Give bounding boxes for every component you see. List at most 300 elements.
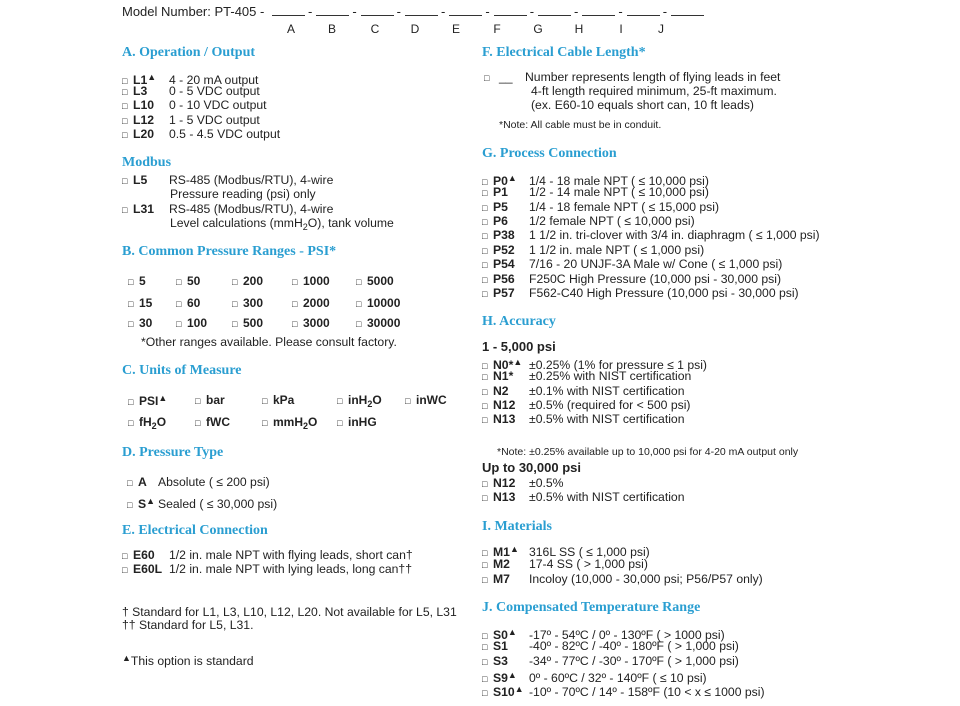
range-option (176, 296, 200, 310)
option-code (493, 654, 529, 668)
unit-option (128, 415, 166, 431)
checkbox[interactable]: □ (127, 500, 133, 510)
option-description: 0º - 60ºC / 32º - 140ºF ( ≤ 10 psi) (529, 671, 707, 685)
option-code (493, 185, 529, 199)
option-code (493, 398, 529, 412)
option-code-text: P54 (493, 257, 515, 271)
range-option (356, 296, 400, 310)
option-code (133, 84, 169, 98)
heading-process-connection: G. Process Connection (482, 146, 617, 161)
option-description: 1/2 - 14 male NPT ( ≤ 10,000 psi) (529, 185, 709, 199)
option-description: 0.5 - 4.5 VDC output (169, 127, 281, 141)
option-description: 1 1/2 in. male NPT ( ≤ 1,000 psi) (529, 243, 705, 257)
range-option (292, 296, 330, 310)
option-description: Absolute ( ≤ 200 psi) (158, 475, 270, 489)
heading-materials: I. Materials (482, 519, 552, 534)
checkbox[interactable]: □ (482, 674, 488, 684)
checkbox[interactable]: □ (195, 418, 201, 428)
unit-label: inH (348, 393, 368, 407)
option-code-text: S9 (493, 671, 508, 685)
option-row (482, 572, 763, 587)
option-description: ±0.5% (529, 476, 564, 490)
option-code-text: N2 (493, 384, 509, 398)
option-description: 1/2 in. male NPT with flying leads, short can† (169, 548, 413, 562)
option-row (482, 490, 684, 505)
option-code-text: N12 (493, 398, 516, 412)
checkbox[interactable]: □ (337, 418, 343, 428)
range-option (232, 274, 263, 288)
checkbox[interactable]: □ (482, 548, 488, 558)
range-option (128, 316, 152, 330)
standard-triangle-icon: ▲ (507, 173, 517, 183)
heading-modbus: Modbus (122, 155, 172, 170)
model-blank-h (582, 3, 615, 16)
option-code-text: P52 (493, 243, 515, 257)
option-code (493, 490, 529, 504)
standard-legend (122, 651, 254, 668)
option-row (122, 202, 333, 217)
checkbox[interactable]: □ (122, 551, 128, 561)
checkbox[interactable]: □ (482, 231, 488, 241)
option-row (482, 214, 695, 229)
option-row (482, 286, 799, 301)
checkbox[interactable]: □ (482, 361, 488, 371)
checkbox[interactable]: □ (292, 277, 298, 287)
option-code-text: N13 (493, 490, 516, 504)
option-row (482, 557, 648, 572)
option-description: RS-485 (Modbus/RTU), 4-wire (169, 202, 334, 216)
checkbox[interactable]: □ (482, 479, 488, 489)
checkbox[interactable]: □ (122, 101, 128, 111)
range-option (176, 316, 207, 330)
checkbox[interactable]: □ (482, 688, 488, 698)
option-code-text: N13 (493, 412, 516, 426)
position-letter-f: F (493, 22, 501, 36)
option-description: 7/16 - 20 UNJF-3A Male w/ Cone ( ≤ 1,000 psi) (529, 257, 783, 271)
model-blank-d (405, 3, 438, 16)
option-code (493, 639, 529, 653)
accuracy-note: *Note: ±0.25% available up to 10,000 psi for 4-20 mA output only (497, 446, 799, 458)
checkbox[interactable]: □ (356, 277, 362, 287)
range-value: 5000 (367, 274, 394, 288)
checkbox[interactable]: □ (482, 560, 488, 570)
checkbox[interactable]: □ (356, 299, 362, 309)
option-code-text: N0* (493, 358, 514, 372)
text: O), tank volume (307, 216, 394, 230)
option-description-cont (170, 216, 394, 234)
checkbox[interactable]: □ (482, 575, 488, 585)
option-code (138, 494, 158, 511)
standard-triangle-icon: ▲ (507, 670, 517, 680)
option-code-text: M2 (493, 557, 510, 571)
option-code-text: L3 (133, 84, 148, 98)
unit-option (337, 415, 377, 429)
unit-option (262, 393, 294, 407)
standard-triangle-icon: ▲ (147, 72, 157, 82)
unit-label: mmH (273, 415, 304, 429)
standard-legend-text: This option is standard (130, 654, 254, 668)
option-code (493, 557, 529, 571)
option-code-text: P5 (493, 200, 508, 214)
option-code-text: S0 (493, 628, 508, 642)
range-option (292, 316, 330, 330)
range-value: 300 (243, 296, 264, 310)
dash-separator: - (529, 4, 535, 19)
option-description: -40º - 82ºC / -40º - 180ºF ( > 1,000 psi) (529, 639, 739, 653)
model-number-line (122, 3, 704, 19)
checkbox[interactable]: □ (176, 319, 182, 329)
model-blank-j (671, 3, 704, 16)
checkbox[interactable]: □ (195, 396, 201, 406)
option-description: F250C High Pressure (10,000 psi - 30,000 psi) (529, 272, 782, 286)
option-row (482, 272, 781, 287)
option-code-text: S3 (493, 654, 508, 668)
option-row (122, 562, 412, 577)
range-value: 15 (139, 296, 153, 310)
heading-cable-length: F. Electrical Cable Length* (482, 45, 646, 60)
option-description: ±0.5% with NIST certification (529, 490, 685, 504)
option-row (482, 243, 704, 258)
position-letter-b: B (327, 22, 336, 36)
heading-accuracy: H. Accuracy (482, 314, 556, 329)
option-code-text: S (138, 497, 147, 511)
option-description-cont: Pressure reading (psi) only (170, 187, 316, 201)
option-code (133, 548, 169, 562)
range-value: 200 (243, 274, 264, 288)
option-code-text: A (138, 475, 147, 489)
position-letter-g: G (533, 22, 543, 36)
subscript: 2 (303, 421, 309, 431)
checkbox[interactable]: □ (128, 299, 134, 309)
unit-option (195, 415, 230, 429)
cable-length-blank: __ (499, 70, 513, 84)
checkbox[interactable]: □ (128, 277, 134, 287)
option-code (493, 228, 529, 242)
option-code (493, 412, 529, 426)
position-letter-j: J (658, 22, 664, 36)
option-code-text: P6 (493, 214, 508, 228)
range-option (232, 316, 263, 330)
option-description: 1 1/2 in. tri-clover with 3/4 in. diaphragm ( ≤ 1,000 psi) (529, 228, 820, 242)
range-value: 50 (187, 274, 201, 288)
checkbox[interactable]: □ (292, 299, 298, 309)
heading-temperature-range: J. Compensated Temperature Range (482, 600, 701, 615)
checkbox[interactable]: □ (122, 205, 128, 215)
checkbox[interactable]: □ (482, 260, 488, 270)
checkbox[interactable]: □ (482, 631, 488, 641)
option-description: 1 - 5 VDC output (169, 113, 260, 127)
heading-electrical-connection: E. Electrical Connection (122, 523, 268, 538)
checkbox[interactable]: □ (482, 289, 488, 299)
option-row (122, 98, 267, 113)
unit-label-tail: O (156, 415, 167, 429)
cable-length-option (484, 70, 780, 85)
option-code (493, 257, 529, 271)
model-number-label: Model Number: PT-405 - (122, 4, 265, 19)
option-row (122, 84, 260, 99)
range-value: 100 (187, 316, 208, 330)
standard-triangle-icon: ▲ (514, 684, 524, 694)
checkbox[interactable]: □ (176, 299, 182, 309)
unit-option (195, 393, 225, 407)
option-code (493, 272, 529, 286)
position-letter-c: C (370, 22, 380, 36)
ranges-note: *Other ranges available. Please consult factory. (141, 335, 397, 349)
checkbox[interactable]: □ (484, 73, 490, 83)
option-row (482, 639, 739, 654)
option-code-text: P0 (493, 174, 508, 188)
option-description: ±0.5% (required for < 500 psi) (529, 398, 691, 412)
dash-separator: - (618, 4, 623, 19)
option-code (133, 98, 169, 112)
option-code-text: L5 (133, 173, 148, 187)
standard-triangle-icon: ▲ (507, 627, 517, 637)
option-description: ±0.1% with NIST certification (529, 384, 685, 398)
unit-option (337, 393, 382, 409)
unit-label: kPa (273, 393, 295, 407)
option-description: RS-485 (Modbus/RTU), 4-wire (169, 173, 334, 187)
option-code (493, 200, 529, 214)
checkbox[interactable]: □ (122, 565, 128, 575)
option-description: 1/2 in. male NPT with lying leads, long can†† (169, 562, 412, 576)
option-code (493, 572, 529, 586)
checkbox[interactable]: □ (262, 396, 268, 406)
checkbox[interactable]: □ (292, 319, 298, 329)
unit-label-tail: O (372, 393, 382, 407)
checkbox[interactable]: □ (337, 396, 343, 406)
option-description: -10º - 70ºC / 14º - 158ºF (10 < x ≤ 1000 psi) (529, 685, 765, 699)
range-option (176, 274, 200, 288)
cable-conduit-note: *Note: All cable must be in conduit. (499, 119, 662, 131)
position-letter-e: E (451, 22, 460, 36)
range-value: 3000 (303, 316, 330, 330)
checkbox[interactable]: □ (232, 277, 238, 287)
option-description: ±0.5% with NIST certification (529, 412, 685, 426)
option-description: 316L SS ( ≤ 1,000 psi) (529, 545, 650, 559)
checkbox[interactable]: □ (122, 87, 128, 97)
option-description: Incoloy (10,000 - 30,000 psi; P56/P57 only) (529, 572, 763, 586)
option-code (493, 682, 529, 699)
option-code-text: N12 (493, 476, 516, 490)
dash-separator: - (307, 4, 313, 19)
cable-length-example: (ex. E60-10 equals short can, 10 ft leads) (531, 98, 754, 112)
checkbox[interactable]: □ (482, 415, 488, 425)
unit-label: bar (206, 393, 225, 407)
option-description: 1/2 female NPT ( ≤ 10,000 psi) (529, 214, 695, 228)
option-description: ±0.25% with NIST certification (529, 369, 692, 383)
checkbox[interactable]: □ (122, 76, 128, 86)
standard-triangle-icon: ▲ (513, 357, 523, 367)
option-row (122, 113, 260, 128)
option-row (482, 228, 820, 243)
heading-pressure-ranges: B. Common Pressure Ranges - PSI* (122, 244, 337, 259)
checkbox[interactable]: □ (128, 418, 134, 428)
option-row (482, 682, 765, 700)
checkbox[interactable]: □ (482, 401, 488, 411)
option-code (493, 369, 529, 383)
option-code-text: S1 (493, 639, 508, 653)
unit-label: fH (139, 415, 152, 429)
option-code (133, 562, 169, 576)
option-code-text: L20 (133, 127, 155, 141)
position-letter-d: D (410, 22, 420, 36)
standard-triangle-icon: ▲ (509, 544, 519, 554)
option-row (482, 200, 719, 215)
standard-triangle-icon: ▲ (146, 496, 156, 506)
option-code-text: E60L (133, 562, 163, 576)
option-code-text: M7 (493, 572, 510, 586)
option-code (493, 286, 529, 300)
checkbox[interactable]: □ (482, 657, 488, 667)
range-value: 30000 (367, 316, 401, 330)
model-blank-e (449, 3, 482, 16)
option-row (482, 257, 782, 272)
option-description: 0 - 5 VDC output (169, 84, 260, 98)
checkbox[interactable]: □ (128, 397, 134, 407)
option-code-text: M1 (493, 545, 510, 559)
checkbox[interactable]: □ (122, 116, 128, 126)
range-value: 60 (187, 296, 201, 310)
option-row (122, 548, 413, 563)
option-code (493, 214, 529, 228)
unit-label: PSI (139, 394, 159, 408)
checkbox[interactable]: □ (482, 203, 488, 213)
checkbox[interactable]: □ (232, 299, 238, 309)
option-description: -17º - 54ºC / 0º - 130ºF ( > 1000 psi) (529, 628, 725, 642)
model-blank-i (627, 3, 660, 16)
option-code-text: P38 (493, 228, 515, 242)
subscript: 2 (302, 222, 308, 232)
option-code-text: E60 (133, 548, 155, 562)
accuracy-range-high: Up to 30,000 psi (482, 460, 581, 475)
option-code (493, 476, 529, 490)
checkbox[interactable]: □ (482, 493, 488, 503)
range-value: 5 (139, 274, 146, 288)
range-option (128, 274, 146, 288)
dash-separator: - (396, 4, 401, 19)
checkbox[interactable]: □ (482, 177, 488, 187)
checkbox[interactable]: □ (482, 217, 488, 227)
option-code-text: P57 (493, 286, 515, 300)
option-description: F562-C40 High Pressure (10,000 psi - 30,000 psi) (529, 286, 799, 300)
option-description: 17-4 SS ( > 1,000 psi) (529, 557, 648, 571)
subscript: 2 (367, 399, 373, 409)
unit-label: fWC (206, 415, 230, 429)
option-row (482, 476, 563, 491)
dash-separator: - (574, 4, 579, 19)
cable-length-desc-cont: 4-ft length required minimum, 25-ft maximum. (531, 84, 777, 98)
checkbox[interactable]: □ (128, 319, 134, 329)
dash-separator: - (352, 4, 357, 19)
option-code-text: S10 (493, 685, 515, 699)
unit-label: inWC (416, 393, 447, 407)
footnote-dagger: † Standard for L1, L3, L10, L12, L20. Not available for L5, L31 (122, 605, 457, 619)
model-blank-f (494, 3, 527, 16)
option-code-text: L10 (133, 98, 155, 112)
option-code (133, 127, 169, 141)
range-option (128, 296, 152, 310)
dash-separator: - (662, 4, 668, 19)
option-code (493, 384, 529, 398)
heading-operation-output: A. Operation / Output (122, 45, 256, 60)
model-blank-g (538, 3, 571, 16)
range-option (356, 274, 394, 288)
checkbox[interactable]: □ (262, 418, 268, 428)
unit-label-tail: O (308, 415, 318, 429)
option-description: ±0.25% (1% for pressure ≤ 1 psi) (529, 358, 707, 372)
accuracy-range-low: 1 - 5,000 psi (482, 339, 556, 354)
option-description: 0 - 10 VDC output (169, 98, 267, 112)
option-code-text: N1* (493, 369, 514, 383)
option-description: 1/4 - 18 male NPT ( ≤ 10,000 psi) (529, 174, 709, 188)
checkbox[interactable]: □ (176, 277, 182, 287)
unit-option (128, 393, 167, 408)
standard-triangle-icon: ▲ (122, 653, 131, 663)
model-blank-c (361, 3, 394, 16)
checkbox[interactable]: □ (122, 130, 128, 140)
option-row (482, 185, 709, 200)
option-description: Sealed ( ≤ 30,000 psi) (158, 497, 278, 511)
checkbox[interactable]: □ (482, 642, 488, 652)
cable-length-desc: Number represents length of flying leads in feet (525, 70, 781, 84)
option-row (482, 384, 684, 399)
checkbox[interactable]: □ (232, 319, 238, 329)
checkbox[interactable]: □ (482, 387, 488, 397)
range-value: 30 (139, 316, 153, 330)
option-row (127, 494, 277, 512)
heading-pressure-type: D. Pressure Type (122, 445, 224, 460)
option-row (127, 475, 270, 490)
range-value: 2000 (303, 296, 330, 310)
option-description: 4 - 20 mA output (169, 73, 259, 87)
option-code-text: L31 (133, 202, 155, 216)
option-code (138, 475, 158, 489)
option-row (122, 173, 333, 188)
option-row (482, 412, 684, 427)
option-description: 1/4 - 18 female NPT ( ≤ 15,000 psi) (529, 200, 720, 214)
position-letter-h: H (574, 22, 584, 36)
footnote-double-dagger: †† Standard for L5, L31. (122, 618, 254, 632)
checkbox[interactable]: □ (127, 478, 133, 488)
option-row (122, 127, 280, 142)
option-code-text: P56 (493, 272, 515, 286)
checkbox[interactable]: □ (356, 319, 362, 329)
unit-option (262, 415, 317, 431)
range-value: 500 (243, 316, 264, 330)
range-option (356, 316, 400, 330)
checkbox[interactable]: □ (122, 176, 128, 186)
checkbox[interactable]: □ (482, 275, 488, 285)
position-letter-a: A (286, 22, 295, 36)
checkbox[interactable]: □ (482, 372, 488, 382)
option-code (133, 202, 169, 216)
option-code (133, 113, 169, 127)
dash-separator: - (485, 4, 490, 19)
text: Level calculations (mmH (170, 216, 303, 230)
option-row (482, 369, 691, 384)
heading-units-of-measure: C. Units of Measure (122, 363, 242, 378)
option-code-text: P1 (493, 185, 508, 199)
checkbox[interactable]: □ (482, 188, 488, 198)
unit-label: inHG (348, 415, 377, 429)
checkbox[interactable]: □ (405, 396, 411, 406)
option-description: -34º - 77ºC / -30º - 170ºF ( > 1,000 psi) (529, 654, 739, 668)
checkbox[interactable]: □ (482, 246, 488, 256)
range-option (292, 274, 330, 288)
range-value: 10000 (367, 296, 401, 310)
range-option (232, 296, 263, 310)
standard-triangle-icon: ▲ (158, 393, 168, 403)
